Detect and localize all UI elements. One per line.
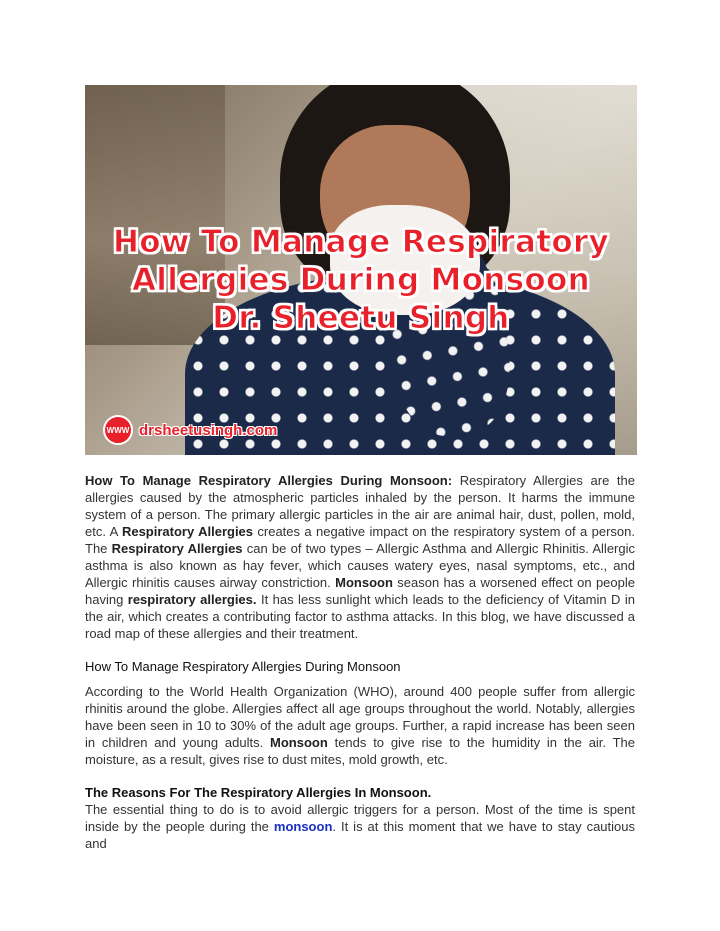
reasons-paragraph	[85, 801, 635, 852]
bold-term: Monsoon	[335, 575, 393, 590]
globe-icon: WWW	[103, 415, 133, 445]
hero-title-line-2: Allergies During Monsoon	[132, 262, 590, 298]
bold-term: Respiratory Allergies	[111, 541, 243, 556]
text: . It is at this moment that we have to stay cautious and	[85, 819, 635, 851]
hero-title	[85, 223, 637, 337]
hero-title-line-3: Dr. Sheetu Singh	[212, 300, 510, 336]
bold-term: respiratory allergies.	[127, 592, 257, 607]
section-heading: How To Manage Respiratory Allergies During Monsoon	[85, 659, 401, 674]
hero-image	[85, 85, 637, 455]
text: Respiratory Allergies are the allergies caused by the atmospheric particles inhaled by the person. It harms the immune system of a person. The primary allergic particles in the air are animal hair, dust, pollen, mold, etc. A	[85, 473, 635, 539]
reasons-heading: The Reasons For The Respiratory Allergies In Monsoon.	[85, 785, 432, 800]
text: creates a negative impact on the respiratory system of a person. The	[85, 524, 635, 556]
monsoon-link[interactable]: monsoon	[273, 819, 333, 834]
intro-paragraph	[85, 472, 635, 642]
bold-term: Respiratory Allergies	[121, 524, 254, 539]
text: tends to give rise to the humidity in the air. The moisture, as a result, gives rise to dust mites, mold growth, etc.	[85, 735, 635, 767]
bold-term: Monsoon	[270, 735, 328, 750]
text: season has a worsened effect on people having	[85, 575, 635, 607]
site-watermark	[103, 415, 277, 445]
text: It has less sunlight which leads to the deficiency of Vitamin D in the air, which creates a contributing factor to asthma attacks. In this blog, we have discussed a road map of these allergies and their treatment.	[85, 592, 636, 641]
text: The essential thing to do is to avoid allergic triggers for a person. Most of the time is spent inside by the people during the	[85, 802, 635, 834]
section-paragraph	[85, 683, 635, 768]
intro-lead: How To Manage Respiratory Allergies During Monsoon:	[85, 473, 453, 488]
site-url: drsheetusingh.com	[139, 421, 278, 439]
text: According to the World Health Organization (WHO), around 400 people suffer from allergic rhinitis around the globe. Allergies affect all age groups throughout the world. Notably, allergies have been seen in 10 to 30% of the adult age groups. Further, a rapid increase has been seen in children and young adults.	[85, 684, 635, 750]
hero-title-line-1: How To Manage Respiratory	[112, 224, 610, 260]
article-body	[85, 472, 635, 852]
text: can be of two types – Allergic Asthma and Allergic Rhinitis. Allergic asthma is also known as hay fever, which causes watery eyes, nasal symptoms, etc., and Allergic rhinitis causes airway constriction.	[85, 541, 635, 590]
